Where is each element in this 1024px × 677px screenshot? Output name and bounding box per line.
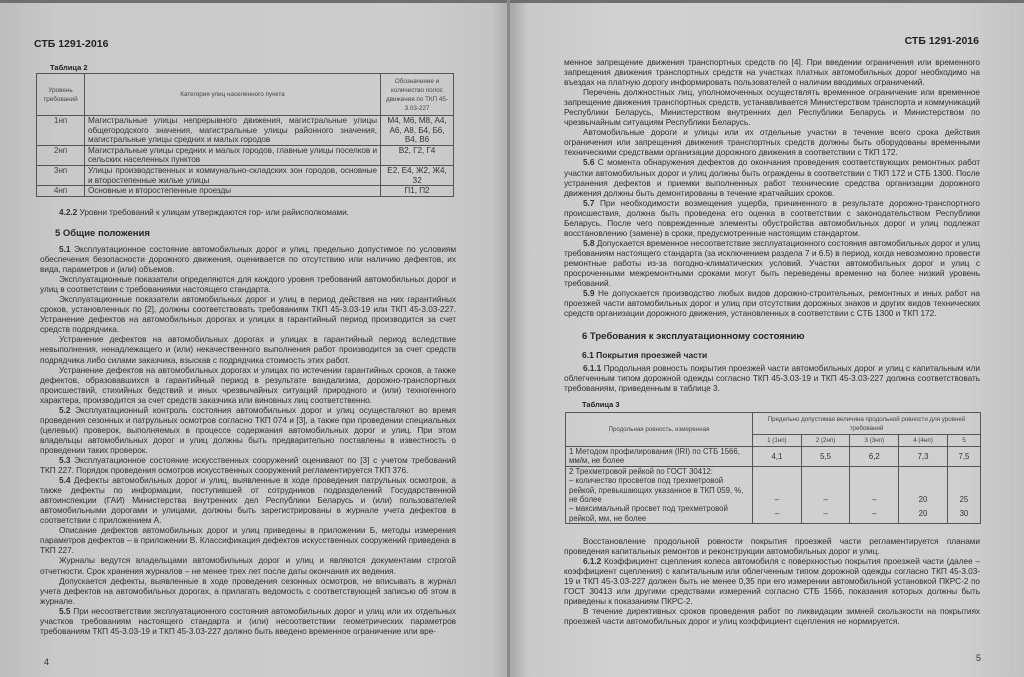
value-cell: – <box>753 504 802 523</box>
paragraph <box>40 405 456 455</box>
paragraph-text: Продольная ровность покрытия проезжей части автомобильных дорог и улиц с капитальным или облегченным типом дорожной одежды согласно ТКП 45-3.03-19 и ТКП 45-3.03-227 должна соответствовать требованиям, приведенным в таблице 3. <box>564 363 980 394</box>
paragraph-text: Эксплуатационный контроль состояния автомобильных дорог и улиц осуществляют во время проведения сезонных и патрульных осмотров согласно ТКП 074 и [3], а также при проведении специальных (целевых) проверок, выполняемых в процессе содержания автомобильных дорог и улиц. При этом владельцы автомобильных дорог и улиц должны быть предварительно поставлены в известность о проведении таких проверок. <box>40 404 456 455</box>
paragraph <box>564 87 980 127</box>
paragraph-text: При необходимости возмещения ущерба, причиненного в результате дорожно-транспортного происшествия, должна быть проведена его оценка в соответствии с законодательством Республики Беларусь. После чего поврежденные элементы обустройства автомобильных дорог и улиц подлежат восстановлению (замене) в сроки, предусмотренные настоящим стандартом. <box>564 197 980 238</box>
value-cell: 4,1 <box>753 447 802 467</box>
measure-group-label: 2 Трехметровой рейкой по ГОСТ 30412: <box>569 466 713 476</box>
paragraph-text: Устранение дефектов на автомобильных дорогах и улицах в гарантийный период вследствие невыполнения, ненадлежащего и (или) некачественного выполнения работ производится за счет средств подрядчика либо силами заказчика, взыскав с подрядчика стоимость этих работ. <box>40 334 456 365</box>
paragraph-text: Допускается дефекты, выявленные в ходе проведения сезонных осмотров, не вписывать в журнал учета дефектов на автомобильных дорогах, а прилагать ведомость с соответствующей записью об этом в журнале. <box>40 575 456 606</box>
codes-cell: Е2, Е4, Ж2, Ж4, З2 <box>381 165 454 185</box>
table-row <box>566 447 981 467</box>
clause-number: 5.7 <box>583 197 595 208</box>
codes-cell: П1, П2 <box>381 186 454 197</box>
paragraph <box>40 475 456 525</box>
measure-cell: – максимальный просвет под трехметровой рейкой, мм, не более <box>566 504 753 523</box>
codes-cell: В2, Г2, Г4 <box>381 145 454 165</box>
measure-cell: 1 Методом профилирования (IRI) по СТБ 1566, мм/м, не более <box>566 447 753 467</box>
paragraph <box>40 244 456 274</box>
paragraph-text: Автомобильные дороги и улицы или их отдельные участки в течение всего срока действия ограничения или запрещения движения транспортных средств должны быть оборудованы временными техническими средствами организации дорожного движения в соответствии с ТКП 172. <box>564 127 980 158</box>
running-header: СТБ 1291-2016 <box>34 38 109 50</box>
paragraph-text: Дефекты автомобильных дорог и улиц, выявленные в ходе проведения патрульных осмотров, а также дефекты по информации, поступившей от сотрудников подразделений Государственной автоинспекции (ГАИ) Министерства внутренних дел Республики Беларусь и (или) пользователей автомобильными дорогами и улицами, должны быть зарегистрированы в журнале учета дефектов в соответствии с приложением А. <box>40 475 456 526</box>
category-cell: Улицы производственных и коммунально-складских зон городов, основные и второстепенные жилые улицы <box>85 165 381 185</box>
level-cell: 4нп <box>37 186 85 197</box>
clause-number: 5.1 <box>59 244 71 254</box>
paragraph <box>40 606 456 636</box>
paragraph-text: Описание дефектов автомобильных дорог и улиц приведены в приложении Б, методы измерения параметров дефектов – в приложении В. Классификация дефектов искусственных сооружений приведена в ТКП 227. <box>40 525 456 556</box>
paragraph <box>40 555 456 575</box>
paragraph-text: Эксплуатационное состояние искусственных сооружений оценивают по [3] с учетом требований ТКП 227. Порядок проведения осмотров искусственных сооружений регламентируется ТКП 376. <box>40 454 456 476</box>
level-cell: 3нп <box>37 165 85 185</box>
clause-number: 5.5 <box>59 605 71 616</box>
paragraph <box>564 536 980 556</box>
table-3 <box>565 412 981 524</box>
paragraph <box>564 198 980 238</box>
table-2 <box>36 73 454 197</box>
section-6-heading: 6 Требования к эксплуатационному состоянию <box>582 331 805 342</box>
paragraph <box>40 294 456 334</box>
section-5-heading: 5 Общие положения <box>55 228 150 239</box>
paragraph <box>564 363 980 393</box>
paragraph-text: Перечень должностных лиц, уполномоченных осуществлять временное ограничение или временное запрещение движения транспортных средств, устанавливается Министерством транспорта и коммуникаций Республики Беларусь, Министерством внутренних дел Республики Беларусь и Министерством по чрезвычайным ситуациям Республики Беларусь. <box>564 87 980 128</box>
right-page <box>511 0 1024 677</box>
table-row <box>37 116 454 146</box>
level-cell: 2нп <box>37 145 85 165</box>
clause-number: 5.4 <box>59 475 71 486</box>
table3-caption: Таблица 3 <box>582 400 620 409</box>
paragraph-text: С момента обнаружения дефектов до окончания проведения соответствующих ремонтных работ участки автомобильных дорог и улиц должны быть ограждены в соответствии с ТКП 172 и СТБ 1300. После устранения дефектов и приемки выполненных работ технические средства организации дорожного движения должны быть демонтированы в течение кратчайших сроков. <box>564 157 980 198</box>
clause-number: 5.9 <box>583 288 595 299</box>
table3-level-header: 3 (3нп) <box>850 435 899 447</box>
table2-caption: Таблица 2 <box>50 63 88 72</box>
category-cell: Магистральные улицы непрерывного движения, магистральные улицы общегородского значения, магистральные улицы районного значения, магистральные улицы средних и малых городов <box>85 116 381 146</box>
value-cell: – <box>850 504 899 523</box>
running-header: СТБ 1291-2016 <box>904 35 979 47</box>
clause-number: 5.3 <box>59 454 71 465</box>
paragraph-text: Допускается временное несоответствие эксплуатационного состояния автомобильных дорог и улиц требованиям настоящего стандарта (за исключением раздела 7 и 6.5) в период, когда невозможно провести ремонтные работы из-за погодно-климатических условий. Участки автомобильных дорог и улиц с просроченными межремонтными сроками могут быть переведены временно на более низкий уровень требований. <box>564 237 980 289</box>
paragraph <box>40 334 456 364</box>
codes-cell: М4, М6, М8, А4, А6, А8, Б4, Б6, В4, В6 <box>381 116 454 146</box>
value-cell: 20 <box>899 466 948 504</box>
measure-sub-label: – количество просветов под трехметровой рейкой, превышающих указанное в ТКП 059, %, не более <box>569 476 744 505</box>
table-row <box>37 165 454 185</box>
clause-4-2-2 <box>40 207 456 217</box>
measure-cell <box>566 466 753 504</box>
paragraph <box>40 365 456 405</box>
value-cell: 25 <box>947 466 980 504</box>
section-5-body <box>40 244 456 636</box>
table3-header-measure: Продольная ровность, измеренная <box>566 413 753 447</box>
paragraph-text: Восстановление продольной ровности покрытия проезжей части регламентируется планами проведения капитальных ремонтов и реконструкции автомобильных дорог и улиц. <box>564 536 980 557</box>
category-cell: Основные и второстепенные проезды <box>85 186 381 197</box>
value-cell: 5,5 <box>801 447 850 467</box>
clause-number: 5.2 <box>59 404 71 415</box>
clause-number: 5.8 <box>583 237 595 248</box>
page-number: 5 <box>976 653 982 663</box>
clause-6-1-1 <box>564 363 980 393</box>
paragraph-text: Журналы ведутся владельцами автомобильных дорог и улиц и являются документами строгой отчетности. Срок хранения журналов – не менее трех лет после даты окончания их ведения. <box>40 555 456 576</box>
paragraph <box>564 238 980 288</box>
paragraph <box>40 525 456 555</box>
paragraph-text: Не допускается производство любых видов дорожно-строительных, ремонтных и иных работ на проезжей части автомобильных дорог и улиц при отсутствии дорожных знаков и других видов технических средств организации дорожного движения, установленных в соответствии с СТБ 1300 и ТКП 172. <box>564 288 980 319</box>
paragraph-text: Устранение дефектов на автомобильных дорогах и улицах по истечении гарантийных сроков, а также дефектов, образовавшихся в гарантийный период в результате вандализма, дорожно-транспортных происшествий, стихийных бедствий и иных чрезвычайных ситуаций природного и (или) техногенного характера, производится за счет средств заказчика или виновных лиц соответственно. <box>40 364 456 405</box>
paragraph-text: Эксплуатационное состояние автомобильных дорог и улиц, предельно допустимое по условиям обеспечения безопасности дорожного движения, оценивается по отсутствию или наличию дефектов, их вида, параметров и (или) объемов. <box>40 244 456 275</box>
value-cell: 7,3 <box>899 447 948 467</box>
page-number: 4 <box>44 657 50 667</box>
paragraph <box>564 127 980 157</box>
paragraph <box>40 274 456 294</box>
clause-number: 6.1.2 <box>583 556 602 567</box>
value-cell: 7,5 <box>947 447 980 467</box>
table3-level-header: 1 (1нп) <box>753 435 802 447</box>
table2-header-level: Уровень требований <box>37 74 85 116</box>
paragraph <box>40 576 456 606</box>
clause-number: 4.2.2 <box>59 207 78 217</box>
paragraph-text: В течение директивных сроков проведения работ по ликвидации зимней скользкости на покрытиях проезжей части автомобильных дорог и улиц коэффициент сцепления не нормируется. <box>564 606 980 627</box>
paragraph <box>40 455 456 475</box>
table2-header-codes: Обозначение и количество полос движения по ТКП 45-3.03-227 <box>381 74 454 116</box>
right-page-body-top <box>564 57 980 318</box>
left-page <box>0 0 506 677</box>
paragraph <box>564 606 980 626</box>
table3-level-header: 5 <box>947 435 980 447</box>
clause-number: 5.6 <box>583 157 595 168</box>
table-row <box>37 186 454 197</box>
table3-level-header: 4 (4нп) <box>899 435 948 447</box>
paragraph <box>564 288 980 318</box>
clause-number: 6.1.1 <box>583 363 602 373</box>
value-cell: – <box>801 466 850 504</box>
paragraph-text: Эксплуатационные показатели определяются для каждого уровня требований автомобильных дорог и улиц в соответствии с требованиями настоящего стандарта. <box>40 274 456 295</box>
table-row <box>566 504 981 523</box>
paragraph <box>564 556 980 606</box>
value-cell: – <box>801 504 850 523</box>
table2-header-category: Категория улиц населенного пункта <box>85 74 381 116</box>
right-page-body-bottom <box>564 536 980 626</box>
paragraph-text: менное запрещение движения транспортных средств по [4]. При введении ограничения или временного запрещения движения транспортных средств на участках платных автомобильных дорог необходимо на въездах на платную дорогу информировать пользователей о наличии вводимых ограничений. <box>564 57 980 88</box>
category-cell: Магистральные улицы средних и малых городов, главные улицы поселков и сельских населенных пунктов <box>85 145 381 165</box>
paragraph-text: При несоответствии эксплуатационного состояния автомобильных дорог и улиц или их отдельных участков требованиям настоящего стандарта и (или) несоответствии геометрических параметров требованиям ТКП 45-3.03-19 и ТКП 45-3.03-227 должно быть введено временное ограничение или вре- <box>40 605 456 636</box>
value-cell: – <box>753 466 802 504</box>
table-row <box>37 145 454 165</box>
paragraph <box>564 57 980 87</box>
value-cell: 6,2 <box>850 447 899 467</box>
table3-level-header: 2 (2нп) <box>801 435 850 447</box>
section-6-1-heading: 6.1 Покрытия проезжей части <box>582 350 708 360</box>
value-cell: 30 <box>947 504 980 523</box>
level-cell: 1нп <box>37 116 85 146</box>
value-cell: 20 <box>899 504 948 523</box>
table-row <box>566 466 981 504</box>
table3-header-group: Предельно допустимая величина продольной ровности для уровней требований <box>753 413 981 435</box>
value-cell: – <box>850 466 899 504</box>
paragraph-text: Коэффициент сцепления колеса автомобиля с поверхностью покрытия проезжей части (далее – коэффициент сцепления) с капитальным или облегченным типом дорожной одежды согласно ТКП 45-3.03-19 и ТКП 45-3.03-227 должен быть не менее 0,35 при его измерении автомобильной установкой ПКРС-2 по ГОСТ 30413 или другими средствами измерений согласно СТБ 1566, показания которых должны быть приведены к показаниям ПКРС-2. <box>564 556 980 607</box>
clause-text: Уровни требований к улицам утверждаются гор- или райисполкомами. <box>77 207 349 217</box>
book-spine <box>507 0 510 677</box>
paragraph-text: Эксплуатационные показатели автомобильных дорог и улиц в период действия на них гарантийных сроков, установленных по [2], должны соответствовать требованиям ТКП 45-3.03-19 или ТКП 45-3.03-227. Устранение дефектов на автомобильных дорогах и улицах в гарантийный период производится за счет средств подрядчика. <box>40 294 456 335</box>
paragraph <box>564 157 980 197</box>
